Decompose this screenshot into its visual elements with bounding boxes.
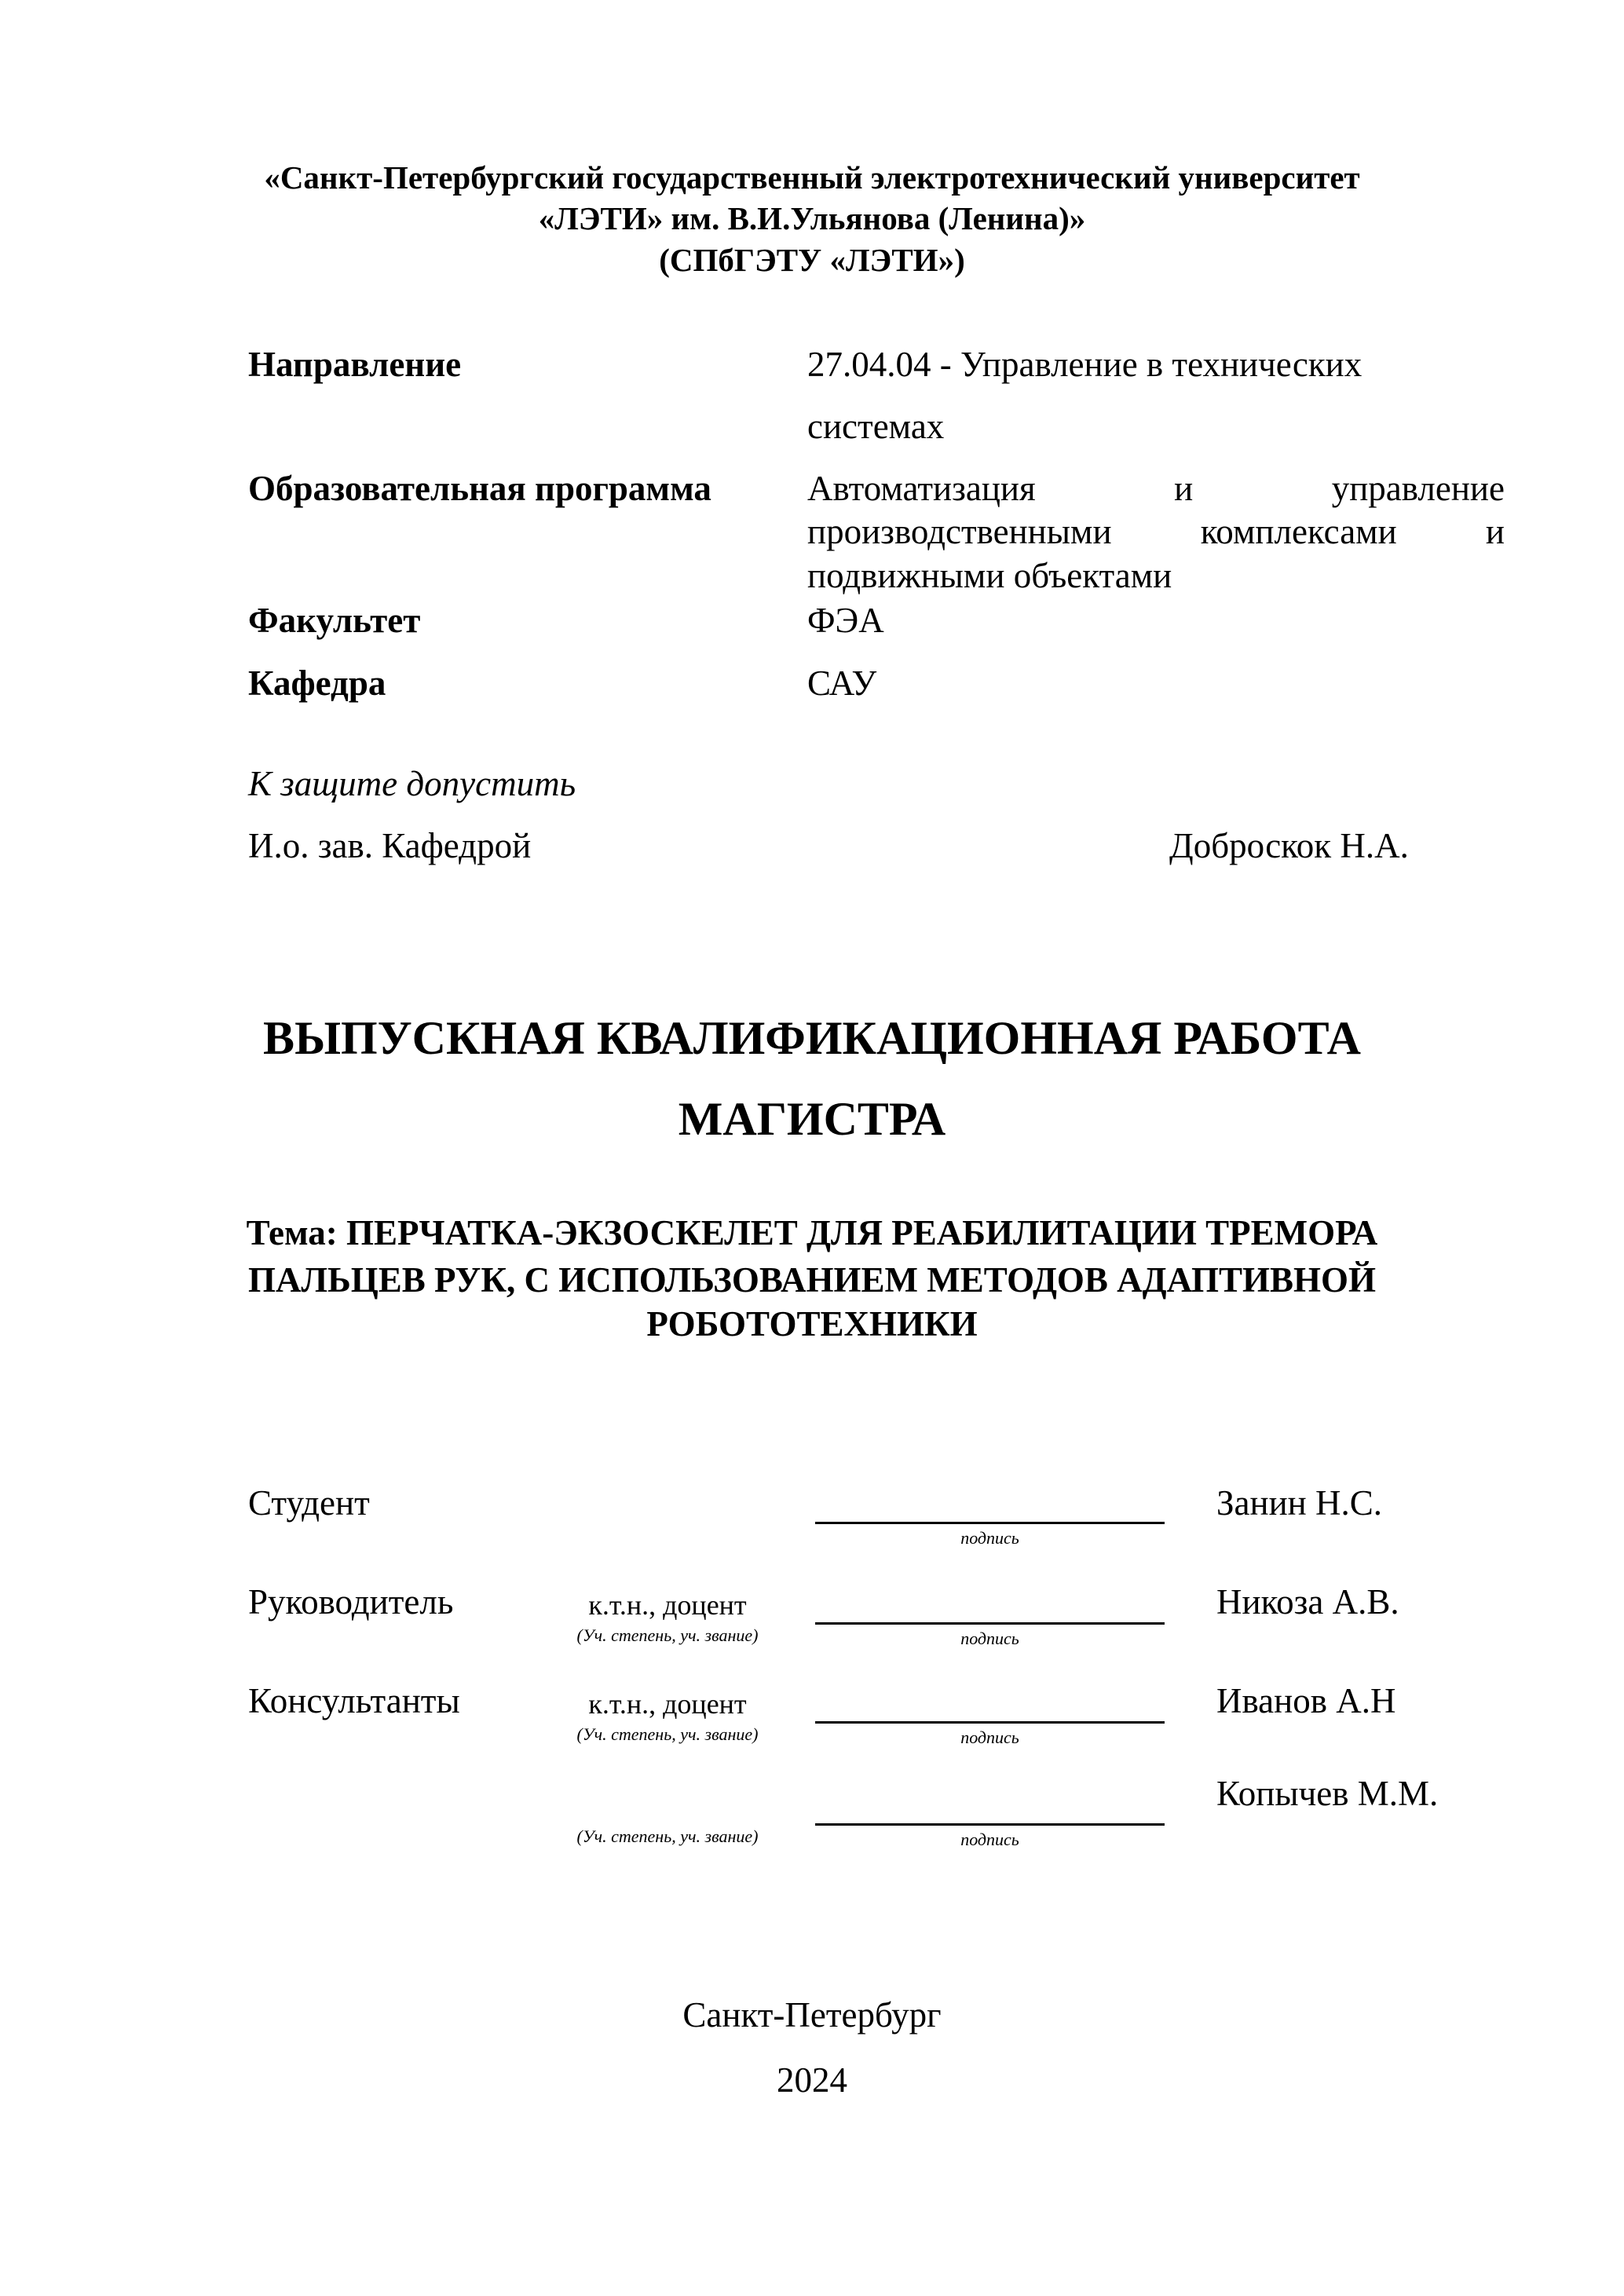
consultant1-degree-caption: (Уч. степень, уч. звание) (576, 1724, 759, 1744)
consultant2-signature-caption: подпись (960, 1830, 1019, 1849)
program-label: Образовательная программа (248, 469, 711, 508)
university-name-line2: «ЛЭТИ» им. В.И.Ульянова (Ленина)» (538, 200, 1086, 236)
supervisor-degree-caption: (Уч. степень, уч. звание) (576, 1625, 759, 1645)
student-name: Занин Н.С. (1216, 1483, 1383, 1523)
head-name: Доброскок Н.А. (1169, 826, 1409, 865)
city: Санкт-Петербург (682, 1995, 942, 2035)
program-value-line3: подвижными объектами (807, 556, 1172, 595)
student-signature-line (815, 1522, 1165, 1524)
head-role: И.о. зав. Кафедрой (248, 826, 532, 865)
direction-label: Направление (248, 345, 462, 384)
supervisor-degree: к.т.н., доцент (588, 1589, 747, 1621)
consultant2-name: Копычев М.М. (1216, 1774, 1439, 1813)
department-value: САУ (807, 664, 877, 703)
student-signature-caption: подпись (960, 1528, 1019, 1548)
direction-value-cont: системах (807, 407, 945, 446)
department-label: Кафедра (248, 664, 386, 703)
document-title-line1: ВЫПУСКНАЯ КВАЛИФИКАЦИОННАЯ РАБОТА (263, 1012, 1361, 1064)
consultant1-signature-caption: подпись (960, 1727, 1019, 1747)
supervisor-name: Никоза А.В. (1216, 1582, 1399, 1621)
consultant2-signature-line (815, 1823, 1165, 1826)
program-value-line2: производственными комплексами и (807, 512, 1505, 551)
university-name-line1: «Санкт-Петербургский государственный электротехнический университет (264, 159, 1360, 196)
university-abbr: (СПбГЭТУ «ЛЭТИ») (659, 242, 965, 278)
supervisor-label: Руководитель (248, 1582, 454, 1621)
supervisor-signature-line (815, 1622, 1165, 1625)
direction-value: 27.04.04 - Управление в технических (807, 345, 1362, 384)
topic-line1: Тема: ПЕРЧАТКА-ЭКЗОСКЕЛЕТ ДЛЯ РЕАБИЛИТАЦИИ ТРЕМОРА (246, 1213, 1378, 1252)
consultant2-degree-caption: (Уч. степень, уч. звание) (576, 1826, 759, 1846)
topic-line3: РОБОТОТЕХНИКИ (646, 1304, 978, 1344)
document-title-line2: МАГИСТРА (678, 1093, 946, 1145)
consultant1-name: Иванов А.Н (1216, 1681, 1396, 1720)
consultant1-signature-line (815, 1721, 1165, 1724)
student-label: Студент (248, 1483, 370, 1523)
topic-line2: ПАЛЬЦЕВ РУК, С ИСПОЛЬЗОВАНИЕМ МЕТОДОВ АДАПТИВНОЙ (247, 1260, 1377, 1300)
program-value-line1: Автоматизация и управление (807, 469, 1505, 508)
consultants-label: Консультанты (248, 1681, 460, 1720)
faculty-label: Факультет (248, 601, 421, 640)
supervisor-signature-caption: подпись (960, 1629, 1019, 1648)
consultant1-degree: к.т.н., доцент (588, 1688, 747, 1720)
year: 2024 (777, 2060, 847, 2100)
faculty-value: ФЭА (807, 601, 884, 640)
admit-to-defense: К защите допустить (248, 764, 576, 803)
